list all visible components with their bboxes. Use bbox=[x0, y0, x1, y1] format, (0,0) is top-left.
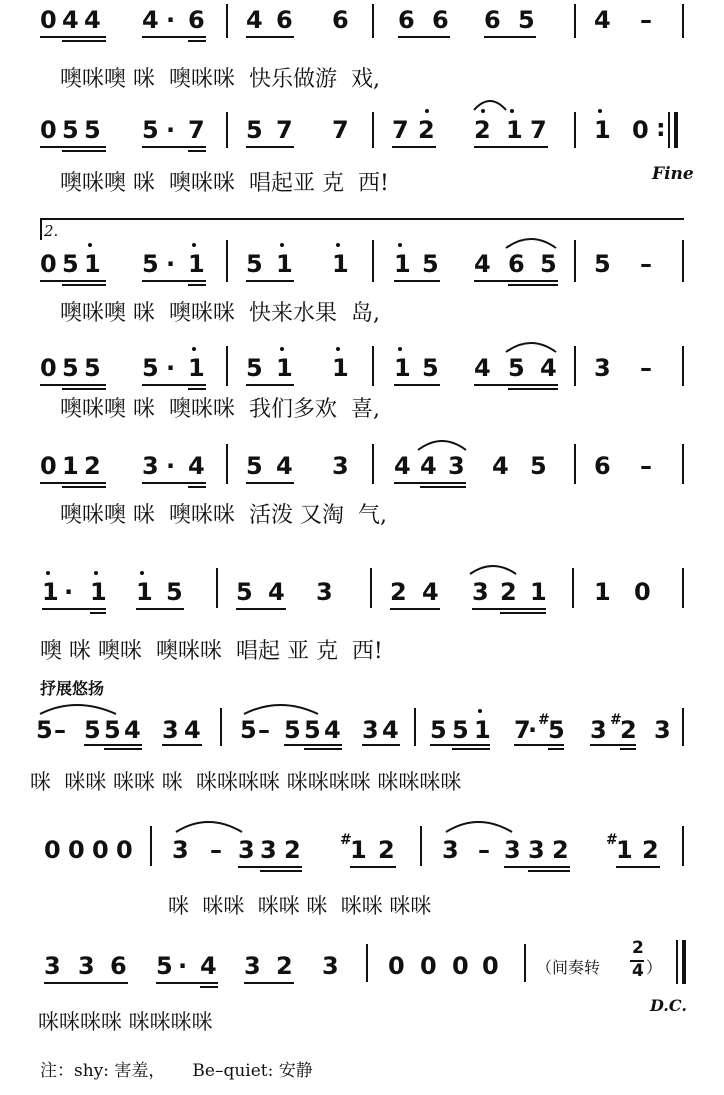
footnote: 注：shy: 害羞， Be–quiet: 安静 bbox=[40, 1061, 313, 1081]
time-sig-denominator: 4 bbox=[632, 961, 644, 981]
time-sig-numerator: 2 bbox=[632, 938, 644, 958]
interlude-text: （间奏转 bbox=[536, 958, 601, 977]
slur bbox=[416, 436, 468, 452]
lyrics-row-1: 噢咪噢 咪 噢咪咪 快乐做游 戏, bbox=[60, 67, 380, 92]
lyrics-row-4: 噢咪噢 咪 噢咪咪 我们多欢 喜, bbox=[60, 397, 380, 422]
lyrics-row-3: 噢咪噢 咪 噢咪咪 快来水果 岛, bbox=[60, 301, 380, 326]
lyrics-row-9: 咪咪咪咪 咪咪咪咪 bbox=[38, 1010, 213, 1034]
slur bbox=[472, 96, 508, 112]
tie bbox=[172, 816, 246, 834]
slur bbox=[504, 338, 558, 354]
tempo-marking: 抒展悠扬 bbox=[40, 679, 105, 698]
fine-mark: Fine bbox=[652, 164, 694, 184]
lyrics-row-8: 咪 咪咪 咪咪 咪 咪咪 咪咪 bbox=[168, 894, 432, 918]
lyrics-row-6: 噢 咪 噢咪 噢咪咪 唱起 亚 克 西! bbox=[40, 639, 383, 664]
slur bbox=[504, 234, 558, 250]
dc-mark: D.C. bbox=[650, 996, 687, 1015]
lyrics-row-2: 噢咪噢 咪 噢咪咪 唱起亚 克 西! bbox=[60, 171, 389, 196]
lyrics-row-5: 噢咪噢 咪 噢咪咪 活泼 又淘 气, bbox=[60, 503, 387, 528]
tie bbox=[442, 816, 516, 834]
lyrics-row-7: 咪 咪咪 咪咪 咪 咪咪咪咪 咪咪咪咪 咪咪咪咪 bbox=[30, 770, 462, 794]
tie bbox=[36, 700, 126, 716]
tie bbox=[240, 700, 324, 716]
slur bbox=[468, 562, 518, 576]
